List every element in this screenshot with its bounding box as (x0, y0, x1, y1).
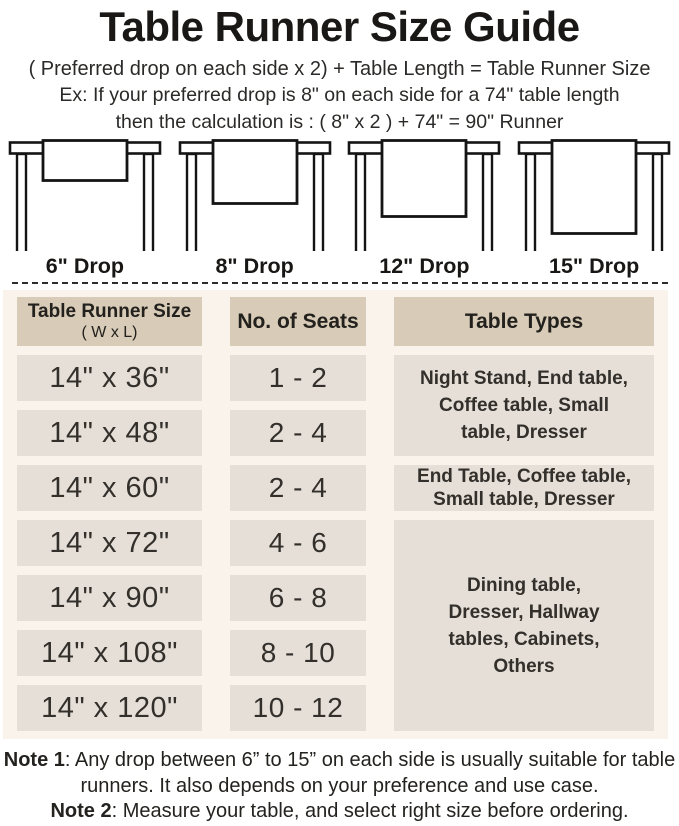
seats-cell-row5: 6 - 8 (230, 575, 366, 621)
size-cell-14x36: 14" x 36" (17, 355, 202, 401)
table-types-line: Coffee table, Small (439, 395, 609, 416)
col-header-seats: No. of Seats (230, 297, 366, 346)
example-line-1: Ex: If your preferred drop is 8" on each side for a 74" table length (59, 84, 620, 106)
size-table (3, 290, 668, 739)
example-line-2: then the calculation is : ( 8" x 2 ) + 74" = 90" Runner (115, 111, 564, 133)
table-with-runner-8in-icon (175, 139, 335, 251)
size-cell-14x108: 14" x 108" (17, 630, 202, 676)
drop-label-8in: 8" Drop (215, 254, 294, 278)
dashed-divider (12, 282, 669, 284)
table-with-runner-12in-icon (344, 139, 504, 251)
table-with-runner-6in-icon (5, 139, 165, 251)
diagram-6in-drop (0, 139, 170, 251)
drop-labels-row (0, 255, 679, 277)
size-cell-14x48: 14" x 48" (17, 410, 202, 456)
seats-cell-row6: 8 - 10 (230, 630, 366, 676)
col-header-runner-size-subtitle: ( W x L) (81, 323, 138, 341)
drop-label-6in: 6" Drop (45, 254, 125, 278)
table-types-line: tables, Cabinets, (448, 628, 600, 650)
drop-diagrams (0, 139, 679, 251)
table-types-line: End Table, Coffee table, (417, 466, 631, 487)
table-types-group-large (394, 520, 654, 731)
table-types-group-medium (394, 465, 654, 511)
note-2-label: Note 2 (50, 800, 112, 822)
seats-cell-row4: 4 - 6 (230, 520, 366, 566)
table-types-line: Night Stand, End table, (420, 368, 628, 389)
drop-label-12in: 12" Drop (379, 254, 470, 278)
seats-cell-row7: 10 - 12 (230, 685, 366, 731)
drop-label-15in: 15" Drop (549, 254, 640, 278)
size-cell-14x90: 14" x 90" (17, 575, 202, 621)
seats-cell-row2: 2 - 4 (230, 410, 366, 456)
col-header-table-types: Table Types (394, 297, 654, 346)
note-1 (3, 748, 676, 799)
note-1-text: : Any drop between 6” to 15” on each side is usually suitable for table runners. It also depends on your preference and use case. (64, 749, 676, 797)
table-types-line: Others (493, 655, 555, 677)
note-1-label: Note 1 (3, 749, 65, 771)
table-types-line: Dining table, (467, 574, 581, 596)
table-types-line: table, Dresser (461, 422, 587, 443)
note-2-text: : Measure your table, and select right size before ordering. (111, 800, 629, 822)
table-with-runner-15in-icon (514, 139, 674, 251)
note-2 (3, 799, 676, 825)
size-cell-14x72: 14" x 72" (17, 520, 202, 566)
page-title: Table Runner Size Guide (99, 3, 580, 50)
col-header-runner-size-title: Table Runner Size (27, 300, 192, 322)
table-types-group-small (394, 355, 654, 456)
diagram-15in-drop (509, 139, 679, 251)
diagram-12in-drop (340, 139, 510, 251)
diagram-8in-drop (170, 139, 340, 251)
formula-text: ( Preferred drop on each side x 2) + Table Length = Table Runner Size (28, 58, 651, 80)
size-cell-14x120: 14" x 120" (17, 685, 202, 731)
size-cell-14x60: 14" x 60" (17, 465, 202, 511)
notes-section (0, 739, 679, 825)
table-types-line: Small table, Dresser (433, 489, 615, 510)
seats-cell-row3: 2 - 4 (230, 465, 366, 511)
col-header-runner-size (17, 297, 202, 346)
table-types-line: Dresser, Hallway (448, 601, 600, 623)
seats-cell-row1: 1 - 2 (230, 355, 366, 401)
